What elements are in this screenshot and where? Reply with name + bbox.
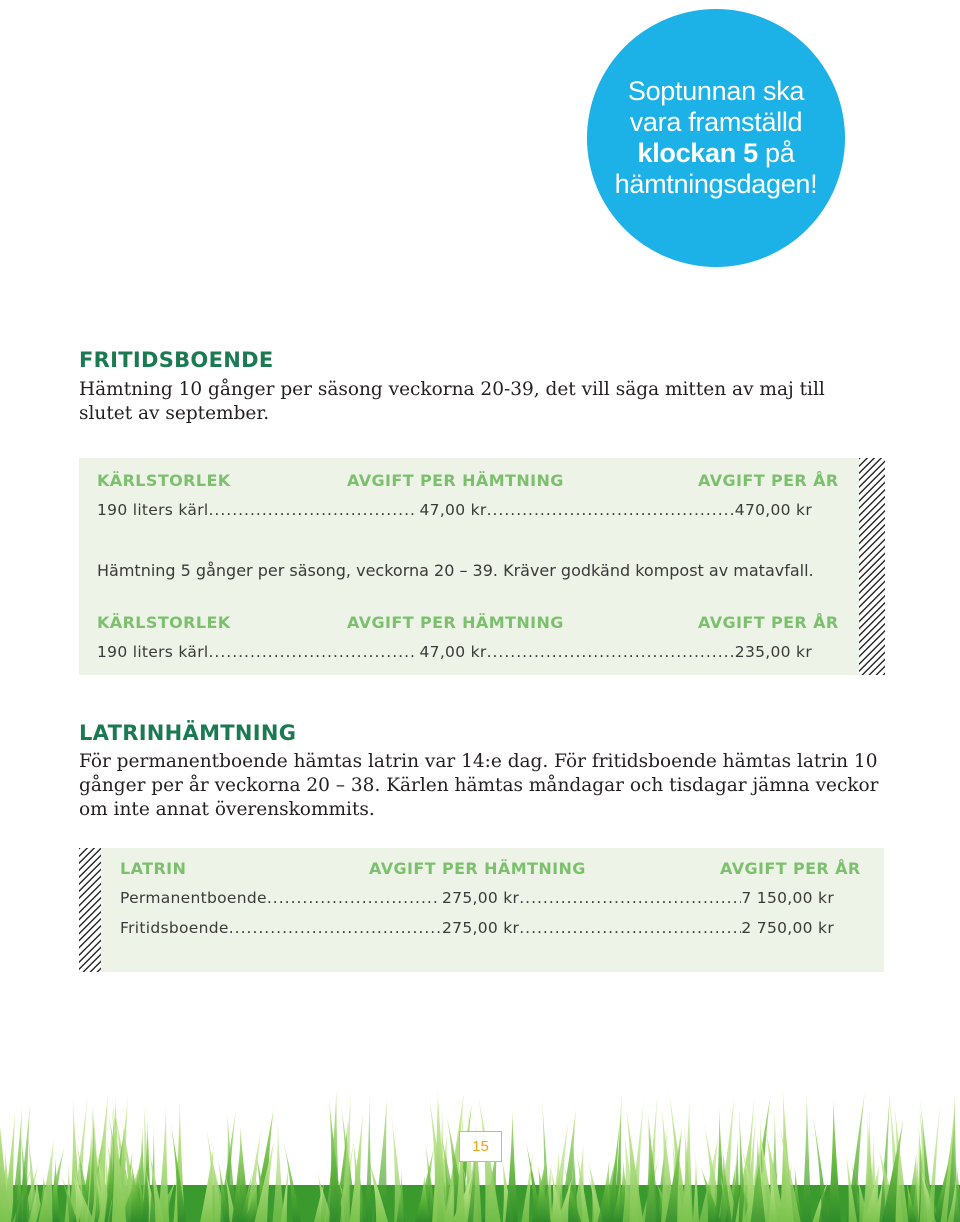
leader-dots: [487, 501, 735, 519]
page-number: 15: [459, 1131, 502, 1162]
table1-header-size: KÄRLSTORLEK: [97, 471, 231, 490]
latrin-header-per-pickup: AVGIFT PER HÄMTNING: [369, 859, 586, 878]
row-left-part: [120, 889, 440, 907]
table1-row: [97, 501, 812, 519]
leader-dots: [487, 643, 735, 661]
table2-size: 190 liters kärl: [97, 643, 209, 661]
table1-per-pickup: 47,00 kr: [419, 501, 487, 519]
callout-bold-time: klockan 5: [637, 138, 758, 168]
latrin-row-fritid: [120, 919, 834, 937]
table2-header-per-year: AVGIFT PER ÅR: [698, 613, 839, 632]
leader-dots: [267, 889, 440, 907]
table1-size: 190 liters kärl: [97, 501, 209, 519]
latrin-row-2-per-year: 2 750,00 kr: [741, 919, 834, 937]
callout-circle: [587, 9, 845, 267]
hatch-decoration-left: [79, 848, 101, 972]
callout-line-3-rest: på: [757, 138, 795, 168]
leader-dots: [209, 643, 416, 661]
leader-dots: [209, 501, 416, 519]
leader-dots: [519, 889, 741, 907]
table1-header-per-pickup: AVGIFT PER HÄMTNING: [347, 471, 564, 490]
callout-line-3: [615, 138, 818, 169]
latrin-row-1-label: Permanentboende: [120, 889, 267, 907]
latrin-row-2-per-pickup: 275,00 kr: [442, 919, 520, 937]
table2-per-pickup: 47,00 kr: [419, 643, 487, 661]
latrin-row-2-label: Fritidsboende: [120, 919, 229, 937]
latrin-row-permanent: [120, 889, 834, 907]
compost-note: Hämtning 5 gånger per säsong, veckorna 20 – 39. Kräver godkänd kompost av matavfall.: [97, 561, 814, 580]
hatch-decoration-right: [859, 458, 885, 675]
latrin-header-type: LATRIN: [120, 859, 187, 878]
callout-line-4: hämtningsdagen!: [614, 169, 818, 199]
latrin-text: För permanentboende hämtas latrin var 14:e dag. För fritidsboende hämtas latrin 10 gånger per år veckorna 20 – 38. Kärlen hämtas måndagar och tisdagar jämna veckor om inte annat överenskommits.: [79, 751, 879, 820]
table2-row: [97, 643, 812, 661]
fritidsboende-heading: FRITIDSBOENDE: [79, 348, 274, 372]
callout-text: [615, 76, 818, 200]
table1-per-year: 470,00 kr: [734, 501, 812, 519]
table2-header-size: KÄRLSTORLEK: [97, 613, 231, 632]
callout-line-1: Soptunnan ska: [627, 76, 805, 106]
callout-line-2: vara framställd: [629, 107, 803, 137]
fritidsboende-text: Hämtning 10 gånger per säsong veckorna 20-39, det vill säga mitten av maj till slutet av september.: [79, 379, 825, 424]
latrin-row-1-per-year: 7 150,00 kr: [741, 889, 834, 907]
table2-per-year: 235,00 kr: [734, 643, 812, 661]
latrin-row-1-per-pickup: 275,00 kr: [442, 889, 520, 907]
leader-dots: [229, 919, 440, 937]
leader-dots: [519, 919, 741, 937]
row-left-part: [120, 919, 440, 937]
latrin-header-per-year: AVGIFT PER ÅR: [720, 859, 861, 878]
table1-header-per-year: AVGIFT PER ÅR: [698, 471, 839, 490]
latrin-heading: LATRINHÄMTNING: [79, 721, 297, 745]
table2-header-per-pickup: AVGIFT PER HÄMTNING: [347, 613, 564, 632]
